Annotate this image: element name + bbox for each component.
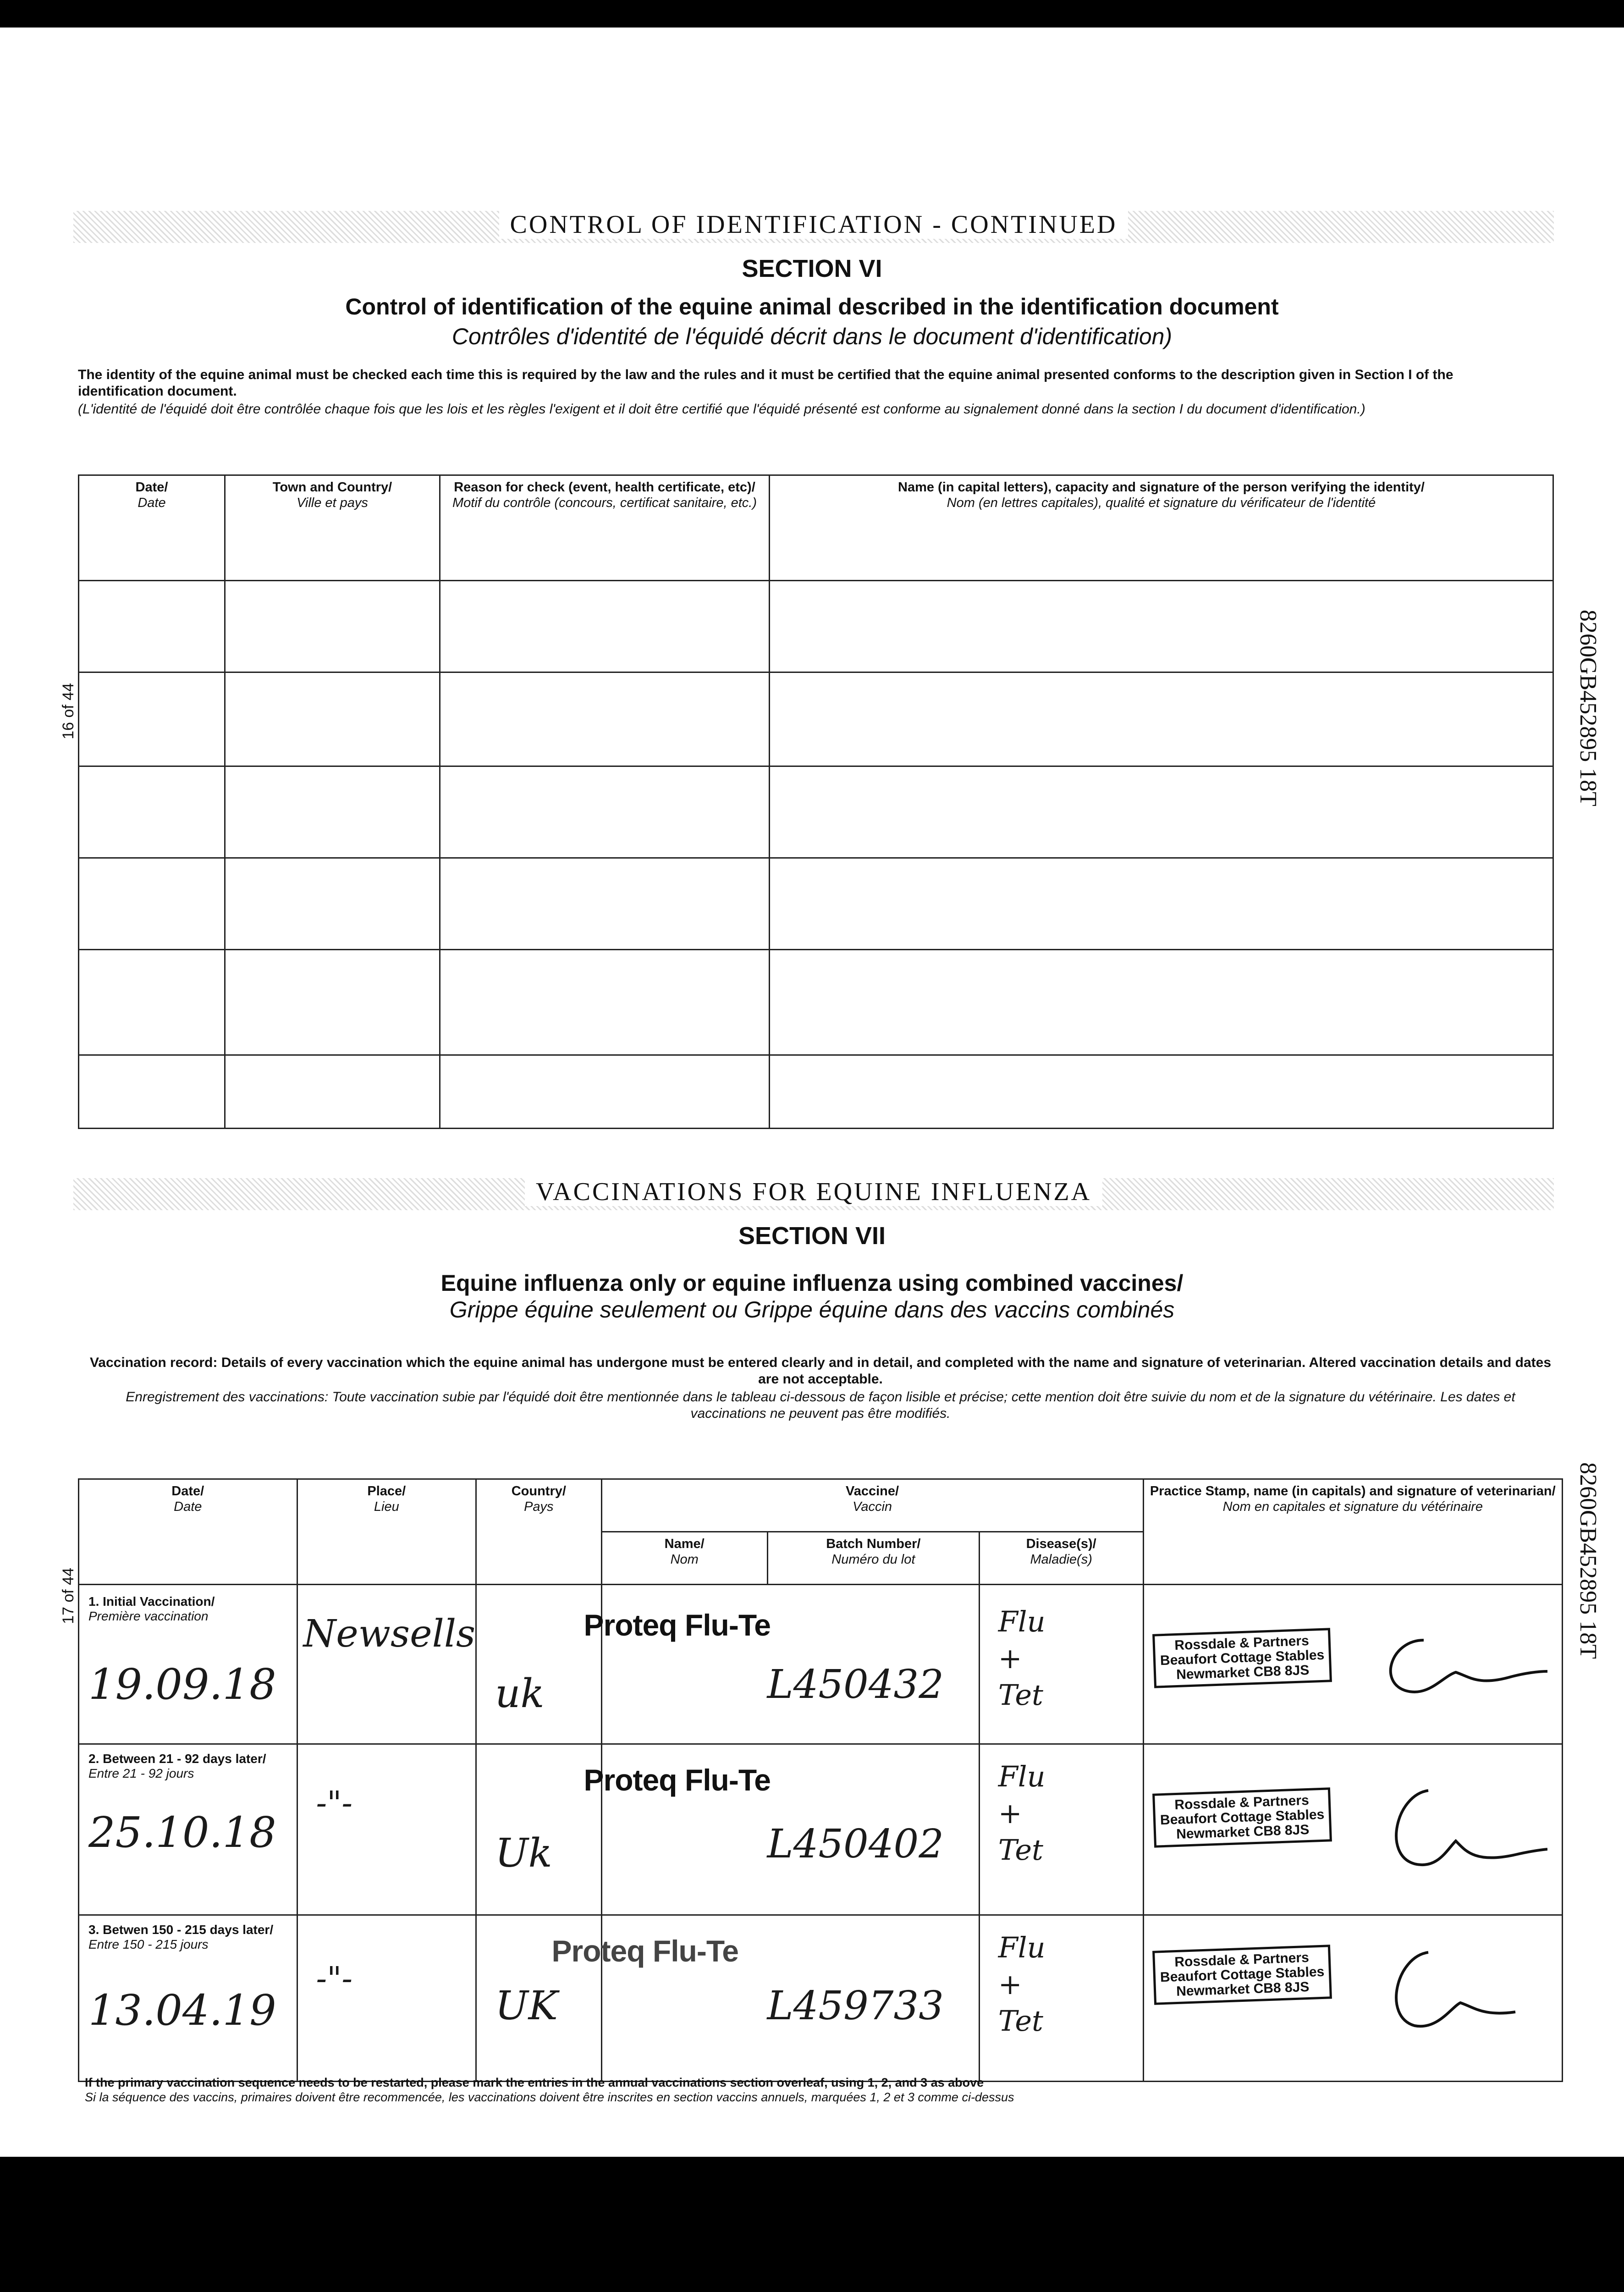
band-upper-wrap	[73, 210, 1554, 239]
scan-bottom-border	[0, 2157, 1624, 2292]
row3-place[interactable]: -"-	[316, 1960, 353, 1997]
cell[interactable]	[79, 1055, 225, 1129]
cell[interactable]	[770, 950, 1553, 1055]
cell[interactable]	[225, 1055, 440, 1129]
cell[interactable]	[79, 766, 225, 858]
cell[interactable]	[440, 950, 770, 1055]
cell[interactable]	[225, 672, 440, 766]
row1-signature	[1364, 1622, 1547, 1713]
row2-date[interactable]: 25.10.18	[88, 1808, 276, 1857]
section7-title-en: Equine influenza only or equine influenza using combined vaccines/	[440, 1270, 1184, 1296]
section6-title-fr: Contrôles d'identité de l'équidé décrit dans le document d'identification)	[451, 324, 1173, 349]
row2-disease-2[interactable]: +	[998, 1796, 1022, 1830]
table-row	[79, 1055, 1553, 1129]
row1-disease-1[interactable]: Flu	[998, 1605, 1046, 1638]
row3-disease-3[interactable]: Tet	[998, 2004, 1043, 2038]
col-vacc-date: Date/ Date	[79, 1479, 297, 1585]
vaccination-table	[78, 1478, 1563, 2082]
cell[interactable]	[79, 950, 225, 1055]
row2-disease-1[interactable]: Flu	[998, 1760, 1046, 1793]
cell[interactable]	[79, 858, 225, 950]
cell[interactable]	[770, 1055, 1553, 1129]
cell[interactable]	[440, 672, 770, 766]
row2-batch[interactable]: L450402	[767, 1821, 944, 1867]
row1-date[interactable]: 19.09.18	[88, 1660, 276, 1709]
row3-batch[interactable]: L459733	[767, 1983, 944, 2029]
scan-top-border	[0, 0, 1624, 28]
table-row: 3. Betwen 150 - 215 days later/ Entre 150 - 215 jours 13.04.19 -"- UK Proteq Flu-Te L459733 Flu + Tet Rossdale & Partners Beaufort Cottage Stables Newmarket CB8 8JS	[79, 1915, 1563, 2082]
cell[interactable]	[225, 858, 440, 950]
identity-check-table	[78, 474, 1554, 1129]
row2-practice-stamp: Rossdale & Partners Beaufort Cottage Stables Newmarket CB8 8JS	[1152, 1787, 1332, 1847]
col-town: Town and Country/ Ville et pays	[225, 475, 440, 581]
table-row	[79, 1585, 1563, 1744]
section7-intro-en: Vaccination record: Details of every vaccination which the equine animal has undergone must be entered clearly and in detail, and completed with the name and signature of veterinarian. Altered vaccination details and dates are not acceptable.	[89, 1355, 1552, 1387]
cell[interactable]	[79, 672, 225, 766]
page-number-upper: 16 of 44	[60, 683, 77, 739]
row1-disease-3[interactable]: Tet	[998, 1678, 1043, 1712]
cell[interactable]	[770, 672, 1553, 766]
row1-practice-stamp: Rossdale & Partners Beaufort Cottage Stables Newmarket CB8 8JS	[1152, 1628, 1332, 1688]
col-vacc-country: Country/ Pays	[476, 1479, 601, 1585]
col-diseases: Disease(s)/ Maladie(s)	[979, 1532, 1143, 1585]
col-practice-stamp: Practice Stamp, name (in capitals) and signature of veterinarian/ Nom en capitales et signature du vétérinaire	[1143, 1479, 1562, 1585]
col-batch-number: Batch Number/ Numéro du lot	[767, 1532, 979, 1585]
table-row	[79, 950, 1553, 1055]
footer-note-en: If the primary vaccination sequence needs to be restarted, please mark the entries in the annual vaccinations section overleaf, using 1, 2, and 3 as above	[85, 2076, 984, 2089]
table-row	[79, 858, 1553, 950]
col-vacc-place: Place/ Lieu	[297, 1479, 476, 1585]
row3-vaccine-name[interactable]: Proteq Flu-Te	[551, 1934, 738, 1968]
section7-label: SECTION VII	[738, 1222, 886, 1250]
cell[interactable]	[770, 581, 1553, 672]
cell[interactable]	[440, 1055, 770, 1129]
section6-label: SECTION VI	[742, 255, 882, 282]
cell[interactable]	[225, 950, 440, 1055]
row3-disease-2[interactable]: +	[998, 1967, 1022, 2001]
row3-disease-1[interactable]: Flu	[998, 1931, 1046, 1964]
cell[interactable]	[225, 766, 440, 858]
col-verifier: Name (in capital letters), capacity and signature of the person verifying the identity/ Nom (en lettres capitales), qualité et signature du vérificateur de l'identité	[770, 475, 1553, 581]
section6-intro-fr: (L'identité de l'équidé doit être contrôlée chaque fois que les lois et les règles l'exigent et il doit être certifié que l'équidé présenté est conforme au signalement donné dans la section I du document d'identification.)	[78, 402, 1365, 417]
row2-place[interactable]: -"-	[316, 1784, 353, 1822]
row1-country[interactable]: uk	[495, 1671, 545, 1717]
page-number-lower: 17 of 44	[60, 1568, 77, 1624]
section7-intro-fr: Enregistrement des vaccinations: Toute vaccination subie par l'équidé doit être mentionnée dans le tableau ci-dessous de façon lisible et précise; cette mention doit être suivie du nom et de la signature du vétérinaire. Les dates et vaccinations ne peuvent pas être modifiés.	[126, 1389, 1515, 1421]
row3-signature	[1364, 1939, 1547, 2053]
col-date: Date/ Date	[79, 475, 225, 581]
row2-signature	[1364, 1772, 1547, 1891]
document-id-upper: 8260GB452895 18T	[1575, 610, 1601, 806]
table-row: 2. Between 21 - 92 days later/ Entre 21 - 92 jours 25.10.18 -"- Uk Proteq Flu-Te L450402 Flu + Tet Rossdale & Partners Beaufort Cottage Stables Newmarket CB8 8JS	[79, 1744, 1563, 1915]
cell[interactable]	[440, 766, 770, 858]
col-vaccine-name: Name/ Nom	[601, 1532, 767, 1585]
col-reason: Reason for check (event, health certificate, etc)/ Motif du contrôle (concours, certificat sanitaire, etc.)	[440, 475, 770, 581]
footer-note-fr: Si la séquence des vaccins, primaires doivent être recommencée, les vaccinations doivent être inscrites en section vaccins annuels, marquées 1, 2 et 3 comme ci-dessus	[85, 2090, 1014, 2104]
row1-disease-2[interactable]: +	[998, 1642, 1022, 1675]
band-lower-title: VACCINATIONS FOR EQUINE INFLUENZA	[525, 1178, 1102, 1206]
row1-batch[interactable]: L450432	[767, 1662, 944, 1708]
row1-place[interactable]: Newsells	[303, 1612, 476, 1656]
cell[interactable]	[225, 581, 440, 672]
section6-title-en: Control of identification of the equine animal described in the identification document	[345, 294, 1279, 320]
cell[interactable]	[770, 858, 1553, 950]
row2-country[interactable]: Uk	[495, 1830, 552, 1876]
table-row	[79, 672, 1553, 766]
cell[interactable]	[79, 581, 225, 672]
band-lower-wrap	[73, 1177, 1554, 1207]
table-row	[79, 581, 1553, 672]
row2-vaccine-name[interactable]: Proteq Flu-Te	[584, 1763, 771, 1797]
row2-disease-3[interactable]: Tet	[998, 1833, 1043, 1867]
band-upper-title: CONTROL OF IDENTIFICATION - CONTINUED	[499, 210, 1129, 239]
cell[interactable]	[440, 858, 770, 950]
row3-practice-stamp: Rossdale & Partners Beaufort Cottage Stables Newmarket CB8 8JS	[1152, 1945, 1332, 2005]
section6-intro-en: The identity of the equine animal must be checked each time this is required by the law and the rules and it must be certified that the equine animal presented conforms to the description given in Section I of the identification document.	[78, 367, 1453, 399]
col-vaccine: Vaccine/ Vaccin	[601, 1479, 1143, 1532]
row3-date[interactable]: 13.04.19	[88, 1986, 276, 2035]
document-id-lower: 8260GB452895 18T	[1575, 1462, 1601, 1659]
row3-country[interactable]: UK	[495, 1983, 558, 2029]
section7-title-fr: Grippe équine seulement ou Grippe équine dans des vaccins combinés	[449, 1297, 1175, 1322]
row1-vaccine-name[interactable]: Proteq Flu-Te	[584, 1608, 771, 1642]
cell[interactable]	[770, 766, 1553, 858]
cell[interactable]	[440, 581, 770, 672]
row1-date-cell: 1. Initial Vaccination/ Première vaccination 19.09.18	[79, 1585, 297, 1744]
table-row	[79, 766, 1553, 858]
